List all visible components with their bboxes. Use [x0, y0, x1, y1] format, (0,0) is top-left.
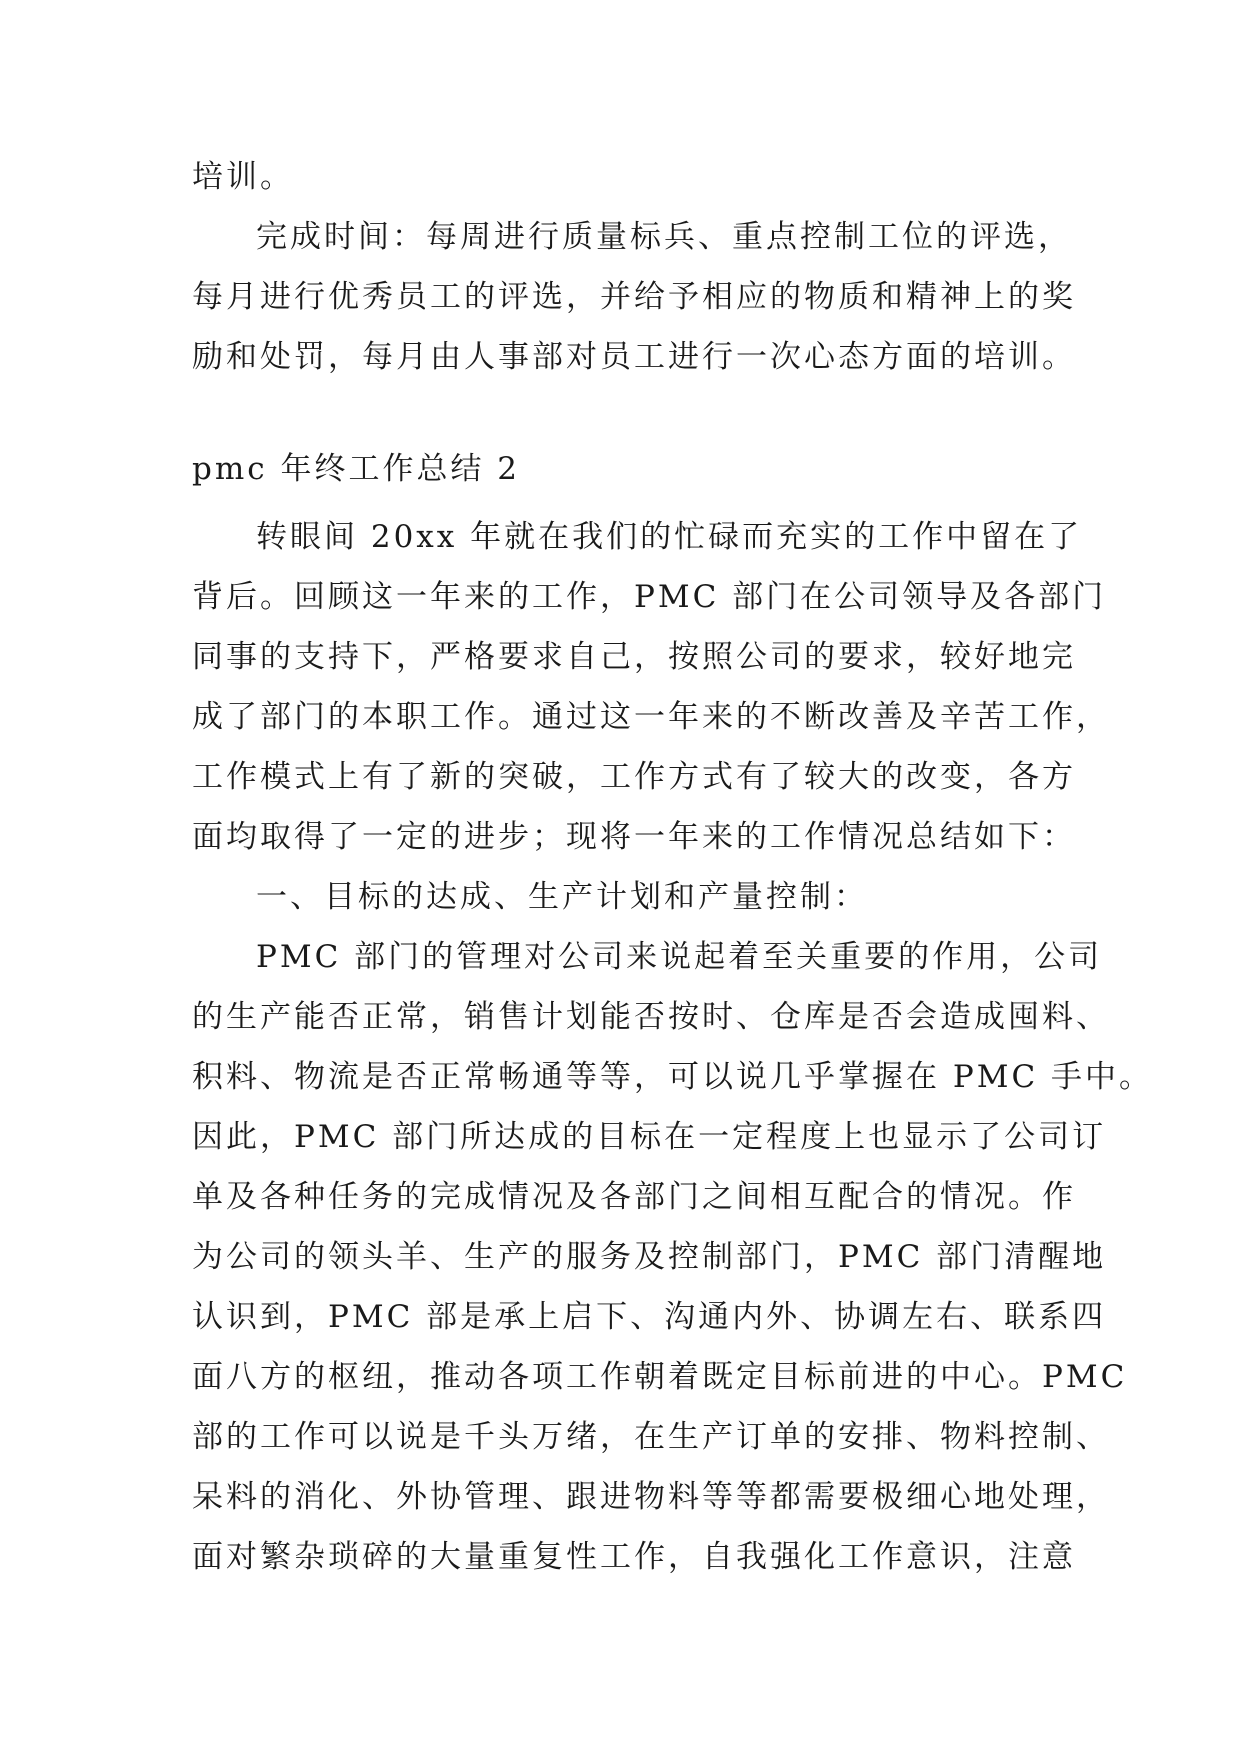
text-line: 认识到，PMC 部是承上启下、沟通内外、协调左右、联系四	[192, 1299, 1107, 1335]
text-line: 培训。	[192, 159, 294, 195]
subheading: 一、目标的达成、生产计划和产量控制：	[256, 879, 868, 915]
text-line: 的生产能否正常，销售计划能否按时、仓库是否会造成囤料、	[192, 999, 1110, 1035]
text-line: 呆料的消化、外协管理、跟进物料等等都需要极细心地处理，	[192, 1479, 1110, 1515]
text-line: 工作模式上有了新的突破，工作方式有了较大的改变，各方	[192, 759, 1076, 795]
text-line: 面八方的枢纽，推动各项工作朝着既定目标前进的中心。PMC	[192, 1359, 1128, 1395]
text-line: 成了部门的本职工作。通过这一年来的不断改善及辛苦工作，	[192, 699, 1110, 735]
text-line: 为公司的领头羊、生产的服务及控制部门，PMC 部门清醒地	[192, 1239, 1107, 1275]
section-title: pmc 年终工作总结 2	[192, 451, 521, 487]
text-line: 面均取得了一定的进步；现将一年来的工作情况总结如下：	[192, 819, 1076, 855]
paragraph-1	[192, 147, 1052, 207]
text-line: 完成时间：每周进行质量标兵、重点控制工位的评选，	[256, 219, 1072, 255]
text-line: 转眼间 20xx 年就在我们的忙碌而充实的工作中留在了	[256, 519, 1083, 555]
text-line: 积料、物流是否正常畅通等等，可以说几乎掌握在 PMC 手中。	[192, 1059, 1154, 1095]
text-line: 面对繁杂琐碎的大量重复性工作，自我强化工作意识，注意	[192, 1539, 1076, 1575]
text-line: 每月进行优秀员工的评选，并给予相应的物质和精神上的奖	[192, 279, 1076, 315]
text-line: 同事的支持下，严格要求自己，按照公司的要求，较好地完	[192, 639, 1076, 675]
text-line: 部的工作可以说是千头万绪，在生产订单的安排、物料控制、	[192, 1419, 1110, 1455]
paragraph-3	[192, 507, 1110, 867]
document-body	[192, 147, 1154, 1587]
text-line: 背后。回顾这一年来的工作，PMC 部门在公司领导及各部门	[192, 579, 1107, 615]
text-line: 因此，PMC 部门所达成的目标在一定程度上也显示了公司订	[192, 1119, 1107, 1155]
text-line: 单及各种任务的完成情况及各部门之间相互配合的情况。作	[192, 1179, 1076, 1215]
text-line: 励和处罚，每月由人事部对员工进行一次心态方面的培训。	[192, 339, 1076, 375]
text-line: PMC 部门的管理对公司来说起着至关重要的作用，公司	[256, 939, 1103, 975]
paragraph-4	[192, 927, 1154, 1587]
paragraph-2	[192, 207, 1076, 387]
